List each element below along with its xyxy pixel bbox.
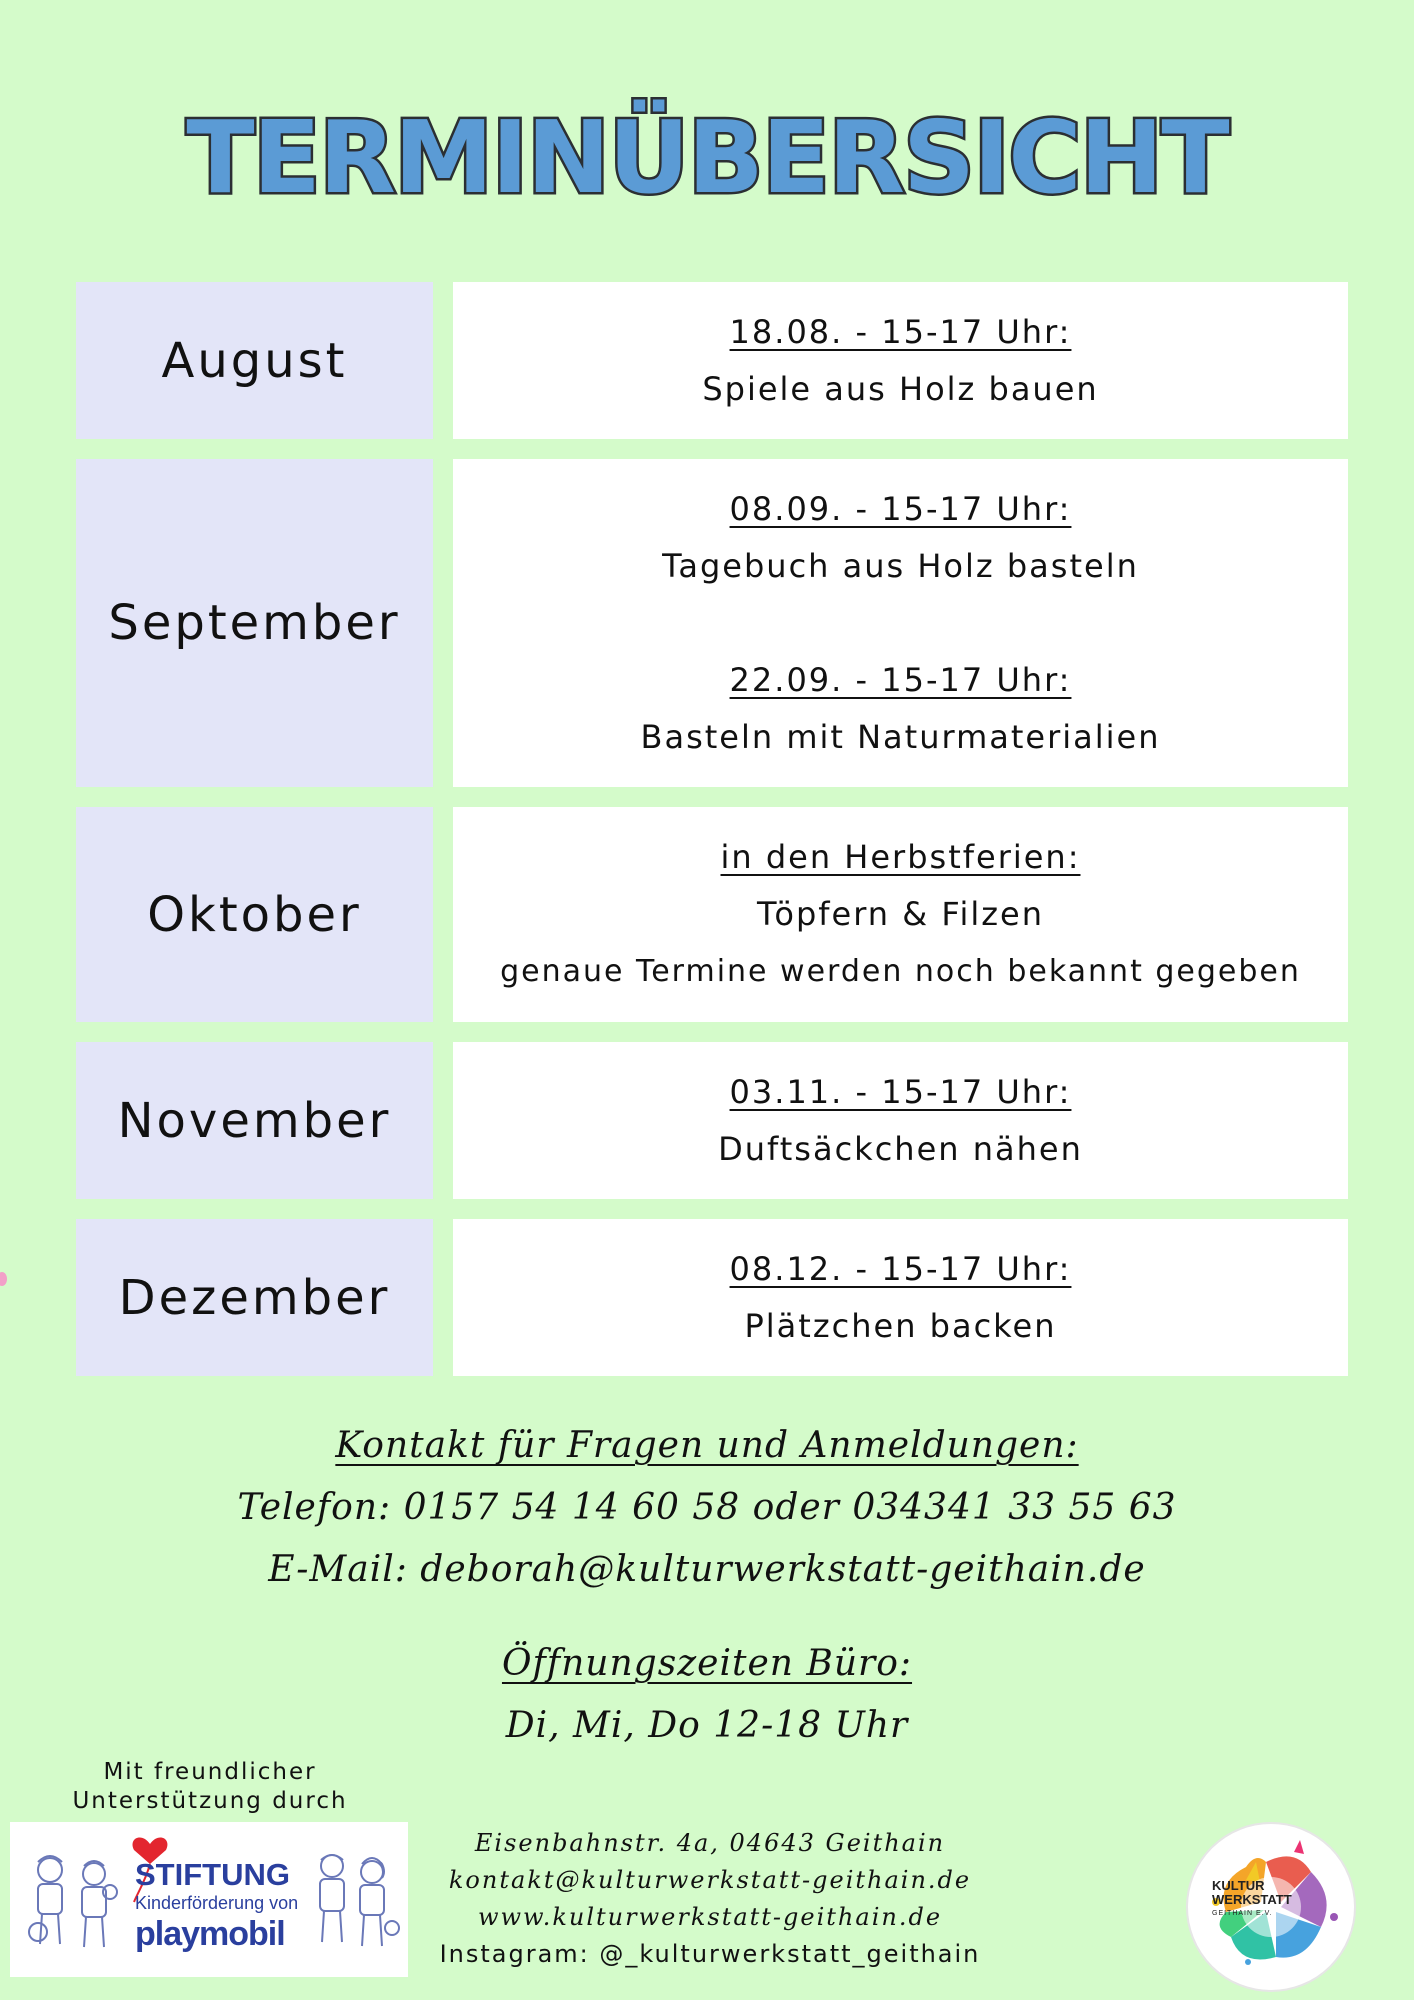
event-date: 08.12. - 15-17 Uhr: — [729, 1249, 1072, 1288]
contact-heading: Kontakt für Fragen und Anmeldungen: — [335, 1425, 1079, 1466]
event-date: 08.09. - 15-17 Uhr: — [729, 489, 1072, 528]
address-email: kontakt@kulturwerkstatt-geithain.de — [448, 1866, 972, 1894]
address-street: Eisenbahnstr. 4a, 04643 Geithain — [474, 1829, 946, 1857]
contact-email: E-Mail: deborah@kulturwerkstatt-geithain.de — [268, 1549, 1146, 1590]
event-note: genaue Termine werden noch bekannt gegeben — [500, 954, 1301, 989]
event-description: Basteln mit Naturmaterialien — [640, 717, 1161, 756]
month-cell: September — [76, 459, 433, 787]
schedule-row-september — [76, 459, 1348, 787]
month-cell: Oktober — [76, 807, 433, 1022]
kulturwerkstatt-logo-text — [1212, 1879, 1332, 1921]
office-hours-section — [0, 1633, 1414, 1757]
schedule-table — [76, 282, 1348, 1396]
events-cell — [453, 807, 1348, 1022]
events-cell — [453, 1219, 1348, 1376]
event-description: Spiele aus Holz bauen — [702, 369, 1099, 408]
decorative-dot — [0, 1272, 7, 1286]
schedule-row-oktober — [76, 807, 1348, 1022]
events-cell — [453, 282, 1348, 439]
month-cell: Dezember — [76, 1219, 433, 1376]
month-cell: November — [76, 1042, 433, 1199]
sponsor-logo-line3: playmobil — [135, 1915, 285, 1953]
contact-phone: Telefon: 0157 54 14 60 58 oder 034341 33 55 63 — [237, 1487, 1177, 1528]
page-title: TERMINÜBERSICHT — [186, 99, 1228, 216]
address-web: www.kulturwerkstatt-geithain.de — [477, 1903, 943, 1931]
office-hours-times: Di, Mi, Do 12-18 Uhr — [505, 1705, 909, 1746]
address-instagram: Instagram: @_kulturwerkstatt_geithain — [439, 1940, 981, 1968]
org-logo-line: GEITHAIN E.V. — [1212, 1910, 1273, 1917]
org-logo-line: WERKSTATT — [1212, 1892, 1292, 1907]
schedule-row-august — [76, 282, 1348, 439]
schedule-row-november — [76, 1042, 1348, 1199]
contact-section — [0, 1415, 1414, 1601]
month-cell: August — [76, 282, 433, 439]
event-date: 03.11. - 15-17 Uhr: — [729, 1072, 1072, 1111]
sponsor-text — [60, 1758, 360, 1816]
event-description: Plätzchen backen — [744, 1306, 1057, 1345]
office-hours-heading: Öffnungszeiten Büro: — [501, 1643, 913, 1684]
event-date: 18.08. - 15-17 Uhr: — [729, 312, 1072, 351]
org-logo-line: KULTUR — [1212, 1878, 1265, 1893]
sponsor-logo-line1: STIFTUNG — [135, 1857, 290, 1892]
event-date: 22.09. - 15-17 Uhr: — [729, 660, 1072, 699]
sponsor-logo-line2: Kinderförderung von — [135, 1893, 299, 1913]
sponsor-logo — [10, 1822, 408, 1977]
schedule-row-dezember — [76, 1219, 1348, 1376]
events-cell — [453, 1042, 1348, 1199]
event-description: Töpfern & Filzen — [757, 895, 1044, 933]
event-date: in den Herbstferien: — [720, 838, 1081, 876]
events-cell — [453, 459, 1348, 787]
sponsor-line: Mit freundlicher — [103, 1759, 317, 1785]
event-description: Tagebuch aus Holz basteln — [662, 546, 1139, 585]
event-description: Duftsäckchen nähen — [718, 1129, 1083, 1168]
sponsor-line: Unterstützung durch — [72, 1788, 348, 1814]
address-block — [400, 1825, 1020, 1973]
